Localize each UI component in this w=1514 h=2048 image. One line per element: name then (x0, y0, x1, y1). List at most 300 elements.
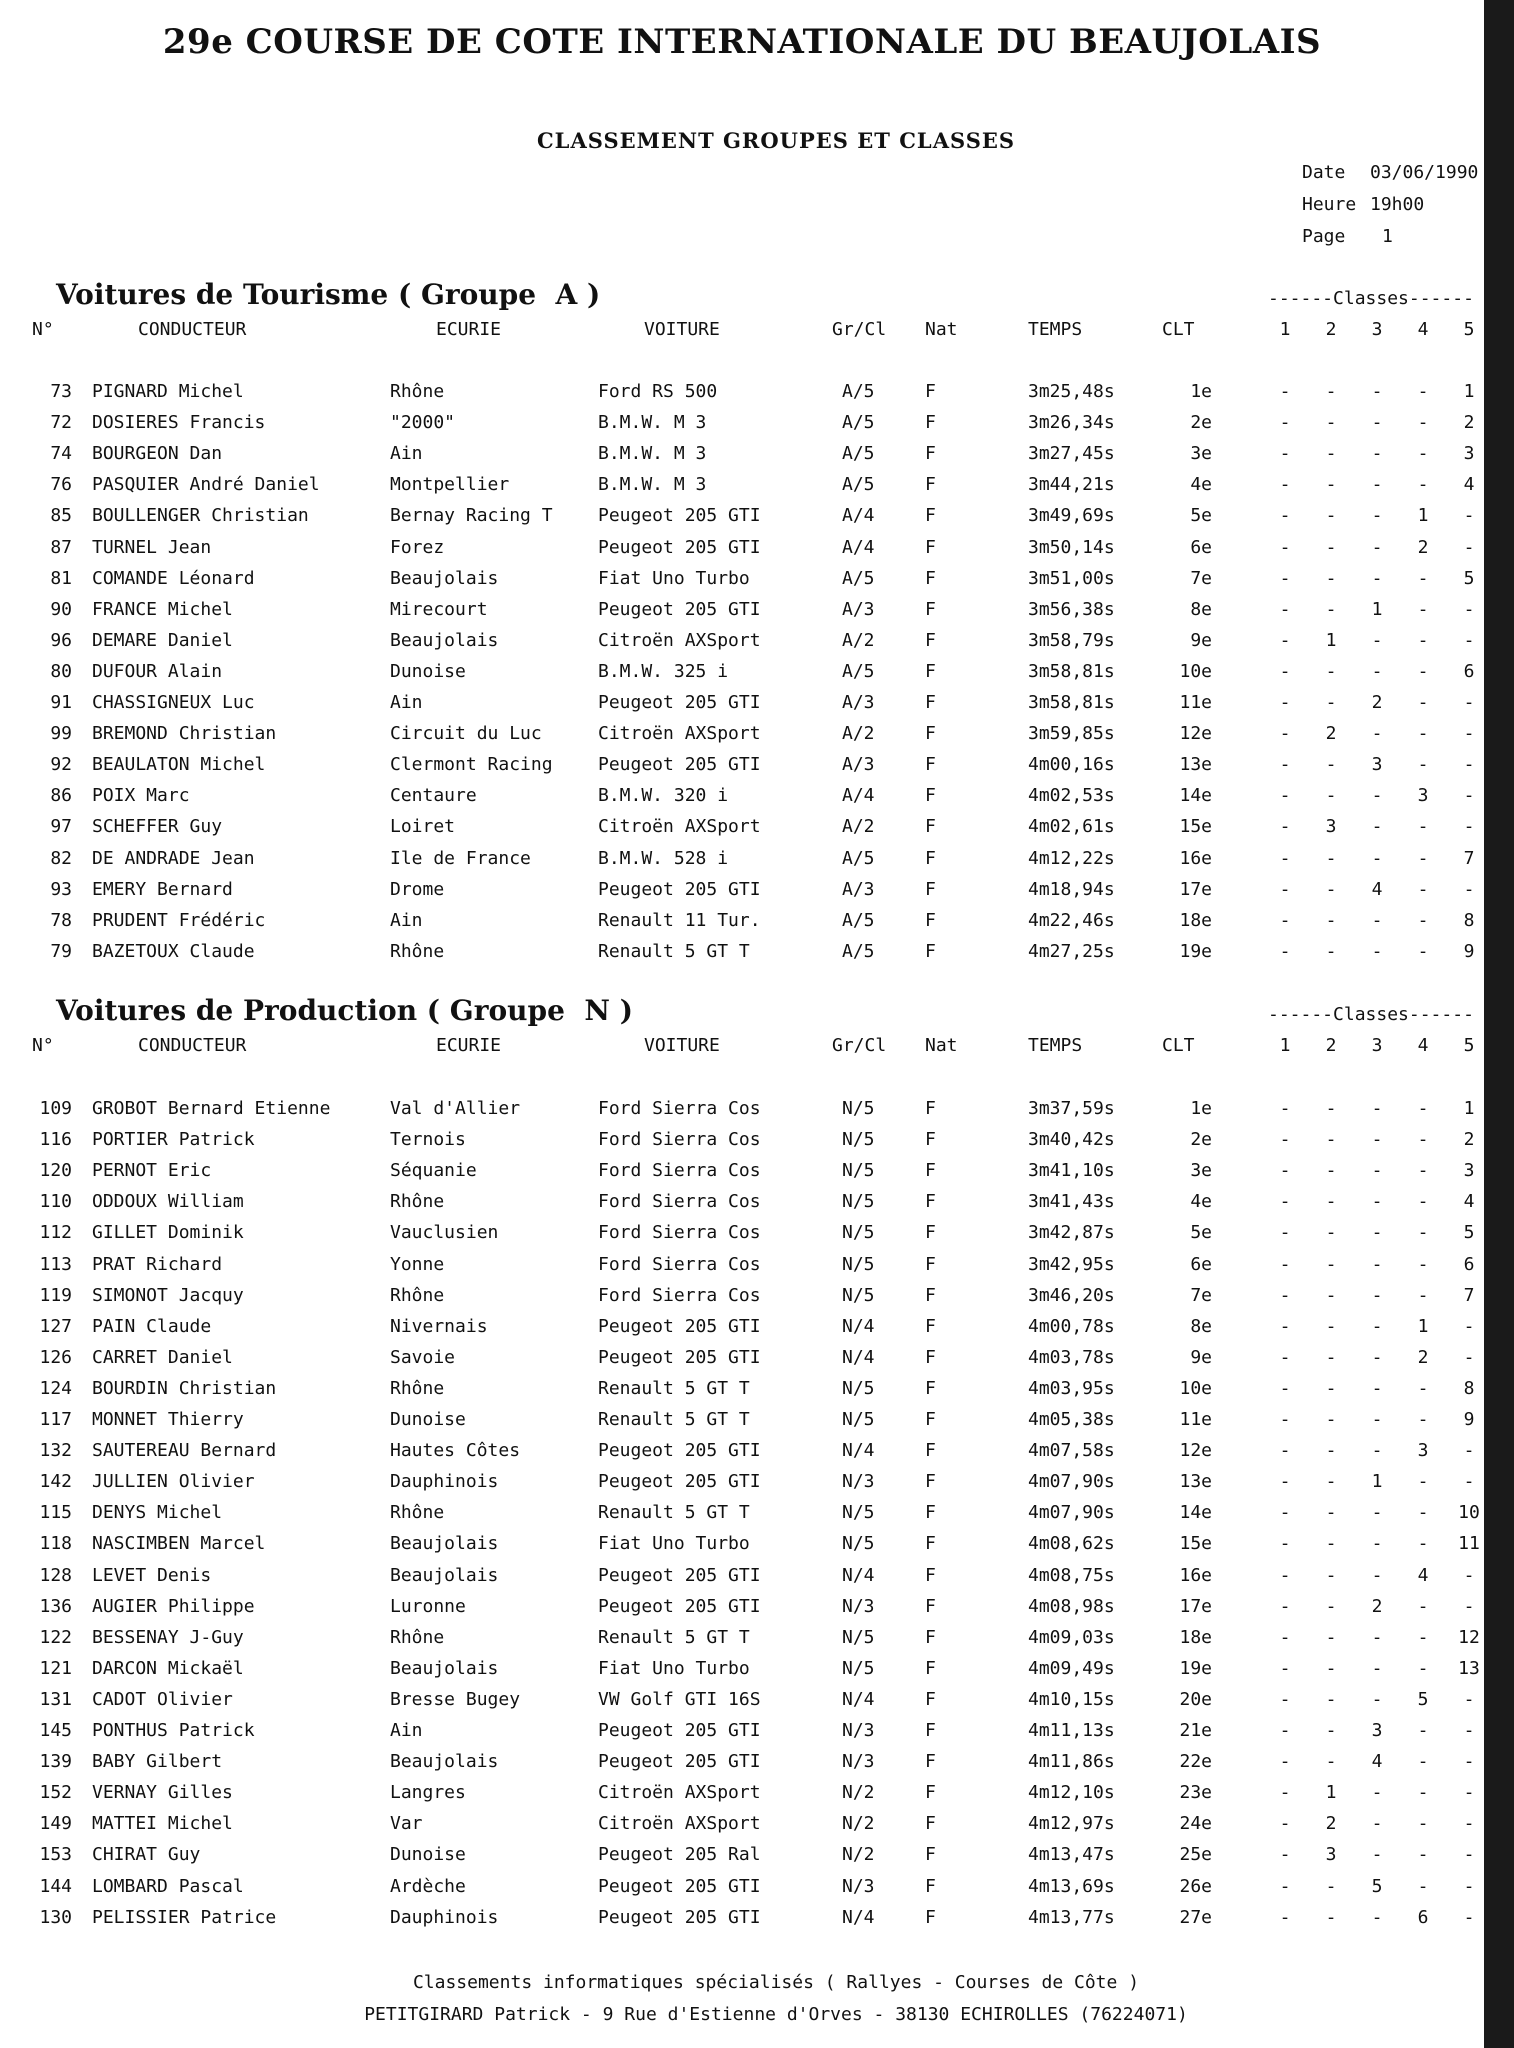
table-row (0, 411, 1484, 435)
row-clt: 16e (1179, 847, 1212, 869)
row-class-5: - (1463, 1688, 1475, 1710)
row-class-1: - (1279, 629, 1291, 651)
time-line (1302, 194, 1424, 215)
row-team: Rhône (390, 940, 445, 962)
row-class-4: - (1417, 1875, 1429, 1897)
row-class-3: - (1371, 1844, 1383, 1866)
row-class-3: - (1371, 1253, 1383, 1275)
row-class-5: - (1463, 1751, 1475, 1773)
row-grcl: N/3 (842, 1471, 875, 1493)
row-class-3: - (1371, 1564, 1383, 1586)
row-time: 3m58,81s (1028, 692, 1115, 713)
row-grcl: N/5 (842, 1098, 875, 1119)
row-clt: 11e (1179, 692, 1212, 713)
row-number: 99 (50, 723, 72, 745)
row-number: 96 (50, 629, 72, 651)
row-nat: F (925, 692, 936, 713)
row-driver: NASCIMBEN Marcel (92, 1533, 266, 1555)
row-time: 4m27,25s (1028, 940, 1115, 962)
row-nat: F (925, 1751, 936, 1773)
table-row (0, 1688, 1484, 1712)
row-car: Ford Sierra Cos (598, 1160, 761, 1182)
row-class-4: - (1417, 1253, 1429, 1275)
row-driver: BESSENAY J-Guy (92, 1626, 244, 1648)
row-driver: DE ANDRADE Jean (92, 847, 255, 869)
row-class-5: 5 (1463, 1222, 1475, 1244)
row-car: VW Golf GTI 16S (598, 1688, 761, 1710)
table-row (0, 815, 1484, 839)
row-class-2: 2 (1325, 1813, 1337, 1835)
row-class-3: 5 (1371, 1875, 1383, 1897)
row-car: B.M.W. 325 i (598, 660, 729, 682)
row-team: Rhône (390, 1191, 445, 1213)
row-class-1: - (1279, 1813, 1291, 1835)
row-time: 4m11,13s (1028, 1720, 1115, 1741)
row-number: 78 (50, 909, 72, 931)
row-team: Beaujolais (390, 1533, 499, 1555)
col-class-3: 3 (1371, 1035, 1383, 1056)
table-row (0, 1346, 1484, 1370)
row-class-4: - (1417, 443, 1429, 465)
row-grcl: N/4 (842, 1440, 875, 1462)
row-car: Peugeot 205 GTI (598, 1346, 761, 1368)
col-class-4: 4 (1417, 319, 1429, 340)
row-class-5: - (1463, 505, 1475, 527)
row-class-1: - (1279, 1253, 1291, 1275)
row-nat: F (925, 1875, 936, 1897)
page-subtitle: CLASSEMENT GROUPES ET CLASSES (536, 128, 1016, 153)
table-row (0, 629, 1484, 653)
row-car: Renault 5 GT T (598, 940, 750, 962)
table-row (0, 1564, 1484, 1588)
row-number: 139 (39, 1751, 72, 1773)
col-time: TEMPS (1028, 1035, 1083, 1056)
row-number: 90 (50, 598, 72, 620)
row-nat: F (925, 505, 936, 527)
col-car: VOITURE (644, 319, 720, 340)
row-grcl: N/5 (842, 1191, 875, 1213)
column-header-a (0, 318, 1484, 342)
row-nat: F (925, 567, 936, 589)
row-class-2: - (1325, 412, 1337, 434)
row-grcl: N/3 (842, 1595, 875, 1617)
row-number: 144 (39, 1875, 72, 1897)
row-class-5: 8 (1463, 909, 1475, 931)
row-nat: F (925, 1657, 936, 1679)
row-class-1: - (1279, 785, 1291, 807)
row-clt: 5e (1190, 1222, 1212, 1244)
row-clt: 23e (1179, 1782, 1212, 1804)
row-clt: 3e (1190, 443, 1212, 465)
row-clt: 5e (1190, 505, 1212, 527)
row-class-1: - (1279, 1564, 1291, 1586)
row-car: Ford Sierra Cos (598, 1098, 761, 1119)
row-class-1: - (1279, 474, 1291, 496)
row-clt: 20e (1179, 1688, 1212, 1710)
row-car: Peugeot 205 GTI (598, 505, 761, 527)
row-class-3: - (1371, 1906, 1383, 1928)
col-class-2: 2 (1325, 319, 1337, 340)
row-time: 4m12,22s (1028, 847, 1115, 869)
row-driver: DEMARE Daniel (92, 629, 233, 651)
row-driver: SCHEFFER Guy (92, 816, 223, 838)
col-no: N° (32, 1035, 54, 1056)
row-driver: ODDOUX William (92, 1191, 244, 1213)
row-nat: F (925, 1782, 936, 1804)
row-team: Forez (390, 536, 445, 558)
row-time: 3m25,48s (1028, 381, 1115, 402)
row-nat: F (925, 816, 936, 838)
row-number: 130 (39, 1906, 72, 1928)
row-class-2: - (1325, 1377, 1337, 1399)
row-time: 4m08,62s (1028, 1533, 1115, 1555)
table-row (0, 1284, 1484, 1308)
row-time: 3m46,20s (1028, 1284, 1115, 1306)
date-label: Date (1302, 162, 1346, 183)
scan-edge-bar (1484, 0, 1514, 2048)
row-car: Renault 11 Tur. (598, 909, 761, 931)
row-class-4: - (1417, 1222, 1429, 1244)
row-number: 110 (39, 1191, 72, 1213)
row-class-4: 6 (1417, 1906, 1429, 1928)
row-driver: BABY Gilbert (92, 1751, 223, 1773)
row-class-3: - (1371, 660, 1383, 682)
row-car: Peugeot 205 GTI (598, 1564, 761, 1586)
row-team: Val d'Allier (390, 1098, 521, 1119)
row-driver: PAIN Claude (92, 1315, 212, 1337)
row-class-5: 10 (1458, 1502, 1480, 1524)
row-nat: F (925, 1409, 936, 1430)
row-number: 128 (39, 1564, 72, 1586)
row-nat: F (925, 1440, 936, 1462)
row-number: 74 (50, 443, 72, 465)
row-team: Ain (390, 443, 423, 465)
row-nat: F (925, 940, 936, 962)
table-row (0, 909, 1484, 933)
row-driver: CHIRAT Guy (92, 1844, 201, 1866)
row-driver: BREMOND Christian (92, 723, 277, 745)
row-team: Mirecourt (390, 598, 488, 620)
table-row (0, 847, 1484, 871)
table-row (0, 1439, 1484, 1463)
row-grcl: A/5 (842, 412, 875, 434)
row-time: 3m37,59s (1028, 1098, 1115, 1119)
row-nat: F (925, 1253, 936, 1275)
row-time: 4m13,77s (1028, 1906, 1115, 1928)
row-driver: BOURGEON Dan (92, 443, 223, 465)
row-clt: 15e (1179, 1533, 1212, 1555)
row-class-5: - (1463, 598, 1475, 620)
col-driver: CONDUCTEUR (138, 319, 247, 340)
row-class-4: 4 (1417, 1564, 1429, 1586)
row-class-3: - (1371, 1129, 1383, 1151)
section-title-groupe-a: Voitures de Tourisme ( Groupe A ) (56, 278, 601, 311)
row-class-5: - (1463, 1813, 1475, 1835)
row-class-2: - (1325, 1533, 1337, 1555)
row-grcl: N/4 (842, 1315, 875, 1337)
row-nat: F (925, 1191, 936, 1213)
row-car: Peugeot 205 GTI (598, 598, 761, 620)
row-class-3: - (1371, 629, 1383, 651)
row-class-1: - (1279, 1688, 1291, 1710)
row-time: 4m05,38s (1028, 1409, 1115, 1430)
row-class-2: - (1325, 1906, 1337, 1928)
section-title-groupe-n: Voitures de Production ( Groupe N ) (56, 994, 633, 1027)
col-class-1: 1 (1279, 1035, 1291, 1056)
row-team: Var (390, 1813, 423, 1835)
row-clt: 10e (1179, 1377, 1212, 1399)
row-class-5: 7 (1463, 847, 1475, 869)
row-number: 153 (39, 1844, 72, 1866)
row-class-1: - (1279, 1782, 1291, 1804)
row-class-3: - (1371, 1813, 1383, 1835)
row-class-2: - (1325, 909, 1337, 931)
row-class-1: - (1279, 1875, 1291, 1897)
row-team: Beaujolais (390, 1751, 499, 1773)
row-team: Montpellier (390, 474, 510, 496)
row-time: 4m07,90s (1028, 1502, 1115, 1524)
row-class-2: - (1325, 785, 1337, 807)
row-class-1: - (1279, 443, 1291, 465)
table-row (0, 442, 1484, 466)
row-class-1: - (1279, 598, 1291, 620)
row-car: Citroën AXSport (598, 1782, 761, 1804)
row-class-4: - (1417, 754, 1429, 776)
row-nat: F (925, 1813, 936, 1835)
row-clt: 14e (1179, 785, 1212, 807)
table-row (0, 878, 1484, 902)
row-car: Fiat Uno Turbo (598, 1533, 750, 1555)
row-team: Circuit du Luc (390, 723, 542, 745)
row-time: 3m41,10s (1028, 1160, 1115, 1182)
row-nat: F (925, 536, 936, 558)
row-grcl: A/4 (842, 536, 875, 558)
row-class-3: 2 (1371, 692, 1383, 713)
row-class-1: - (1279, 847, 1291, 869)
row-class-5: - (1463, 754, 1475, 776)
table-row (0, 1470, 1484, 1494)
row-class-2: - (1325, 381, 1337, 402)
row-driver: LOMBARD Pascal (92, 1875, 244, 1897)
row-class-2: - (1325, 567, 1337, 589)
row-number: 72 (50, 412, 72, 434)
row-car: Peugeot 205 GTI (598, 1720, 761, 1741)
row-nat: F (925, 412, 936, 434)
row-class-4: - (1417, 909, 1429, 931)
row-number: 126 (39, 1346, 72, 1368)
row-number: 85 (50, 505, 72, 527)
row-number: 149 (39, 1813, 72, 1835)
row-time: 4m12,10s (1028, 1782, 1115, 1804)
row-class-4: - (1417, 723, 1429, 745)
row-class-3: - (1371, 536, 1383, 558)
row-class-5: 13 (1458, 1657, 1480, 1679)
row-class-2: - (1325, 1502, 1337, 1524)
row-class-1: - (1279, 909, 1291, 931)
row-number: 109 (39, 1098, 72, 1119)
row-class-3: - (1371, 1533, 1383, 1555)
row-nat: F (925, 1098, 936, 1119)
row-class-2: - (1325, 1720, 1337, 1741)
row-grcl: A/2 (842, 816, 875, 838)
row-clt: 27e (1179, 1906, 1212, 1928)
row-class-5: - (1463, 723, 1475, 745)
row-car: Peugeot 205 GTI (598, 878, 761, 900)
row-grcl: N/5 (842, 1409, 875, 1430)
row-grcl: N/4 (842, 1688, 875, 1710)
row-driver: SAUTEREAU Bernard (92, 1440, 277, 1462)
row-clt: 2e (1190, 1129, 1212, 1151)
row-car: B.M.W. 528 i (598, 847, 729, 869)
row-number: 93 (50, 878, 72, 900)
row-class-5: 3 (1463, 1160, 1475, 1182)
row-nat: F (925, 1720, 936, 1741)
row-nat: F (925, 1564, 936, 1586)
col-time: TEMPS (1028, 319, 1083, 340)
row-class-1: - (1279, 1626, 1291, 1648)
row-class-5: - (1463, 1564, 1475, 1586)
row-time: 4m09,03s (1028, 1626, 1115, 1648)
row-class-3: - (1371, 1191, 1383, 1213)
row-time: 4m13,47s (1028, 1844, 1115, 1866)
row-class-5: - (1463, 1595, 1475, 1617)
row-time: 4m00,78s (1028, 1315, 1115, 1337)
row-class-4: - (1417, 692, 1429, 713)
row-class-3: - (1371, 412, 1383, 434)
row-driver: GROBOT Bernard Etienne (92, 1098, 331, 1119)
row-class-5: - (1463, 785, 1475, 807)
col-grcl: Gr/Cl (832, 1035, 887, 1056)
row-team: Drome (390, 878, 445, 900)
row-grcl: N/5 (842, 1533, 875, 1555)
row-class-5: 2 (1463, 412, 1475, 434)
row-class-5: - (1463, 1315, 1475, 1337)
row-grcl: N/3 (842, 1875, 875, 1897)
row-grcl: A/3 (842, 598, 875, 620)
row-class-2: - (1325, 754, 1337, 776)
row-nat: F (925, 1906, 936, 1928)
row-clt: 8e (1190, 1315, 1212, 1337)
row-class-1: - (1279, 692, 1291, 713)
row-time: 4m02,61s (1028, 816, 1115, 838)
row-nat: F (925, 1471, 936, 1493)
table-row (0, 1532, 1484, 1556)
row-class-3: - (1371, 1160, 1383, 1182)
row-class-3: - (1371, 1098, 1383, 1119)
row-class-3: - (1371, 1315, 1383, 1337)
row-class-4: 2 (1417, 536, 1429, 558)
table-row (0, 536, 1484, 560)
table-row (0, 1190, 1484, 1214)
row-grcl: A/5 (842, 567, 875, 589)
row-driver: TURNEL Jean (92, 536, 212, 558)
row-driver: BAZETOUX Claude (92, 940, 255, 962)
table-row (0, 1719, 1484, 1743)
row-time: 4m18,94s (1028, 878, 1115, 900)
row-car: Citroën AXSport (598, 629, 761, 651)
row-car: B.M.W. 320 i (598, 785, 729, 807)
row-class-2: - (1325, 1471, 1337, 1493)
row-class-2: 1 (1325, 1782, 1337, 1804)
row-time: 4m07,90s (1028, 1471, 1115, 1493)
col-class-4: 4 (1417, 1035, 1429, 1056)
col-class-5: 5 (1463, 319, 1475, 340)
row-class-1: - (1279, 1346, 1291, 1368)
row-class-3: - (1371, 940, 1383, 962)
row-class-5: 6 (1463, 1253, 1475, 1275)
row-time: 3m44,21s (1028, 474, 1115, 496)
row-grcl: A/4 (842, 785, 875, 807)
row-driver: AUGIER Philippe (92, 1595, 255, 1617)
row-class-5: 7 (1463, 1284, 1475, 1306)
row-number: 80 (50, 660, 72, 682)
table-row (0, 1812, 1484, 1836)
row-team: Rhône (390, 1377, 445, 1399)
row-time: 3m42,87s (1028, 1222, 1115, 1244)
row-class-5: 5 (1463, 567, 1475, 589)
row-class-5: 12 (1458, 1626, 1480, 1648)
row-driver: MATTEI Michel (92, 1813, 233, 1835)
row-class-2: - (1325, 1284, 1337, 1306)
row-class-2: - (1325, 536, 1337, 558)
row-time: 4m07,58s (1028, 1440, 1115, 1462)
row-time: 4m03,95s (1028, 1377, 1115, 1399)
row-class-4: - (1417, 847, 1429, 869)
row-class-2: - (1325, 1626, 1337, 1648)
row-team: Rhône (390, 1626, 445, 1648)
row-class-3: - (1371, 567, 1383, 589)
row-class-5: - (1463, 816, 1475, 838)
row-grcl: N/5 (842, 1253, 875, 1275)
row-grcl: A/2 (842, 723, 875, 745)
row-class-5: 9 (1463, 940, 1475, 962)
row-car: Renault 5 GT T (598, 1626, 750, 1648)
row-grcl: A/2 (842, 629, 875, 651)
table-row (0, 1750, 1484, 1774)
row-time: 4m13,69s (1028, 1875, 1115, 1897)
row-class-4: - (1417, 629, 1429, 651)
row-class-1: - (1279, 1191, 1291, 1213)
row-grcl: N/5 (842, 1626, 875, 1648)
row-driver: PONTHUS Patrick (92, 1720, 255, 1741)
row-class-3: - (1371, 1657, 1383, 1679)
row-class-3: - (1371, 1284, 1383, 1306)
row-team: Ardèche (390, 1875, 466, 1897)
row-team: Ain (390, 692, 423, 713)
row-class-3: - (1371, 381, 1383, 402)
row-class-4: - (1417, 1377, 1429, 1399)
row-number: 91 (50, 692, 72, 713)
row-nat: F (925, 1129, 936, 1151)
row-number: 131 (39, 1688, 72, 1710)
table-row (0, 722, 1484, 746)
row-class-5: - (1463, 692, 1475, 713)
row-time: 3m59,85s (1028, 723, 1115, 745)
row-class-4: - (1417, 474, 1429, 496)
row-nat: F (925, 1346, 936, 1368)
table-row (0, 598, 1484, 622)
row-clt: 12e (1179, 723, 1212, 745)
row-class-3: - (1371, 505, 1383, 527)
row-time: 3m42,95s (1028, 1253, 1115, 1275)
row-grcl: N/3 (842, 1751, 875, 1773)
row-class-1: - (1279, 1533, 1291, 1555)
table-row (0, 691, 1484, 715)
row-driver: EMERY Bernard (92, 878, 233, 900)
row-class-3: - (1371, 816, 1383, 838)
row-nat: F (925, 754, 936, 776)
row-class-4: - (1417, 940, 1429, 962)
